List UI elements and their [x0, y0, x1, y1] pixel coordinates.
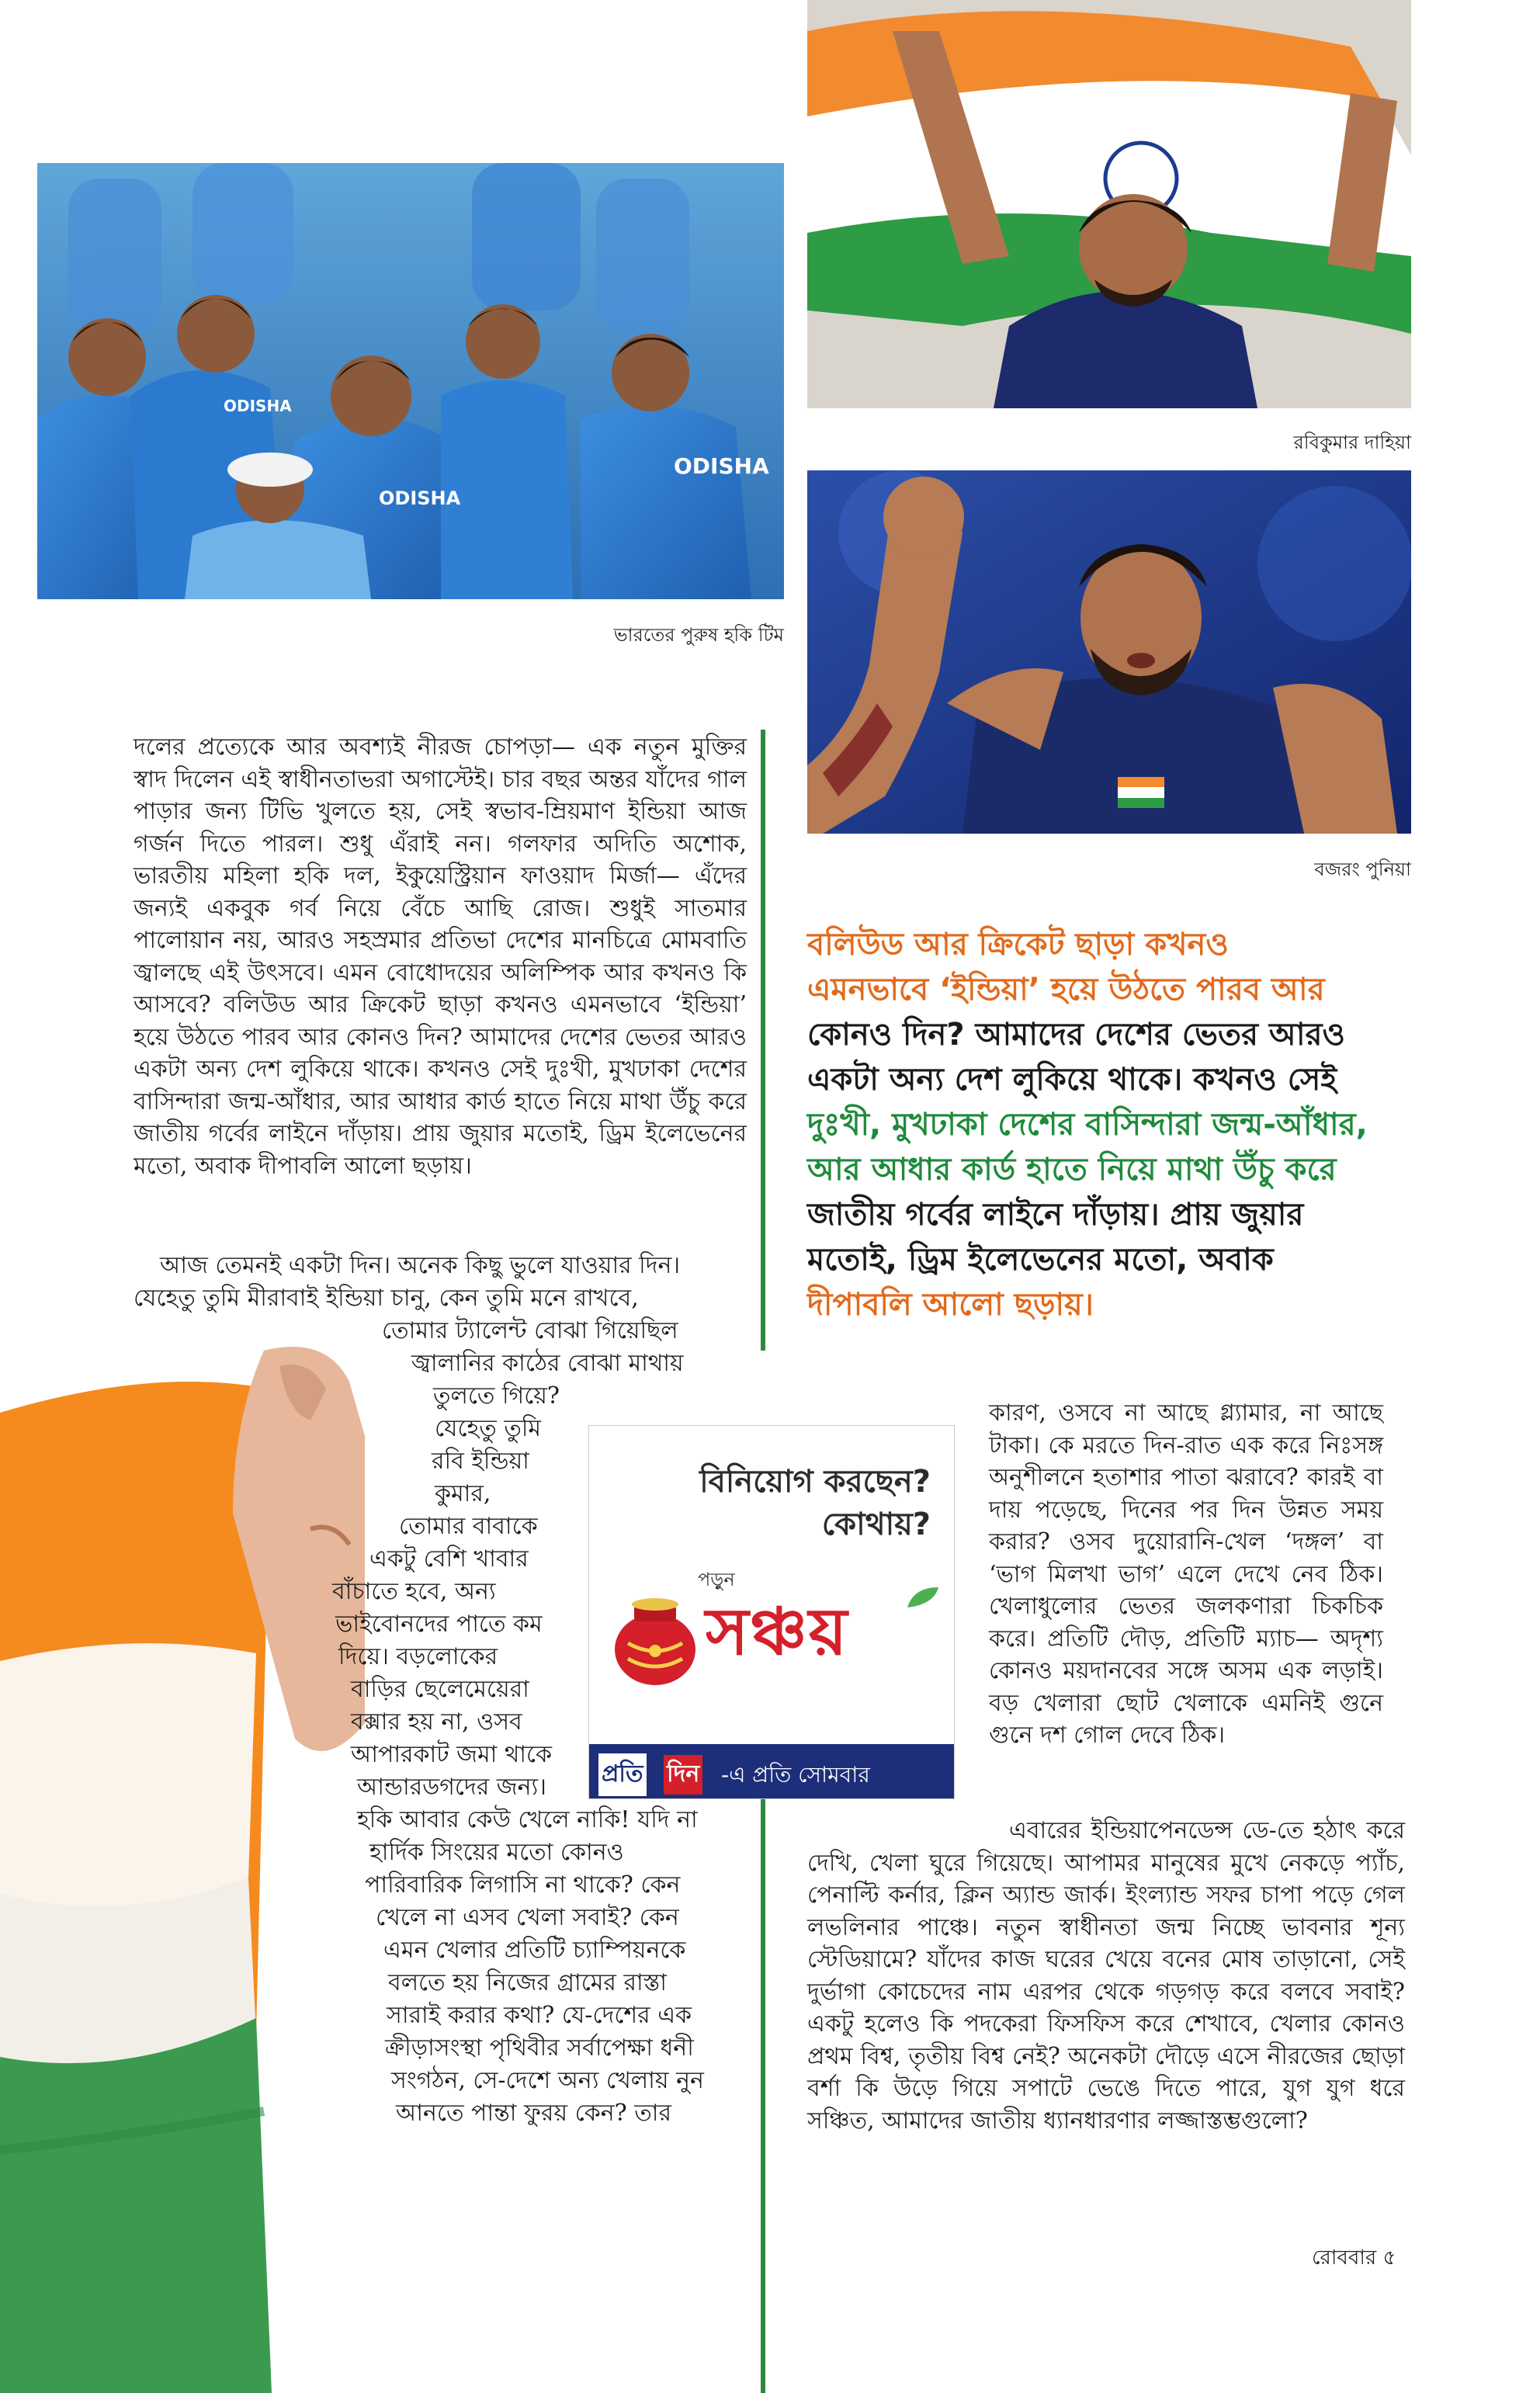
left-line-9: তোমার বাবাকে: [399, 1513, 538, 1540]
hockey-team-photo: [37, 163, 784, 599]
money-pot-icon: [605, 1589, 706, 1690]
ravi-kumar-photo: [807, 0, 1411, 408]
left-line-10: একটু বেশি খাবার: [369, 1545, 529, 1573]
left-line-26: সংগঠন, সে-দেশে অন্য খেলায় নুন: [391, 2067, 704, 2094]
pull-quote-line-2: এমনভাবে ‘ইন্ডিয়া’ হয়ে উঠতে পারব আর: [807, 972, 1325, 1007]
left-line-13: দিয়ে। বড়লোকের: [338, 1643, 498, 1670]
pull-quote-line-3: কোনও দিন? আমাদের দেশের ভেতর আরও: [807, 1017, 1345, 1053]
pull-quote-line-6: আর আধার কার্ড হাতে নিয়ে মাথা উঁচু করে: [807, 1152, 1337, 1188]
right-para2-text: এবারের ইন্ডিয়াপেনডেন্স ডে-তে হঠাৎ করে দেখি, খেলা ঘুরে গিয়েছে। আপামর মানুষের মুখে নেকড়ে প্যাঁচ, পেনাল্টি কর্নার, ক্লিন অ্যান্ড জার্ক। ইংল্যান্ড সফর চাপা পড়ে গেল লভলিনার পাঞ্চে। নতুন স্বাধীনতা জন্ম নিচ্ছে ভাবনার শূন্য স্টেডিয়ামে? যাঁদের কাজ ঘরের খেয়ে বনের মোষ তাড়ানো, সেই দুর্ভাগা কোচেদের নাম এরপর থেকে গড়গড় করে বলবে সবাই? একটু হলেও কি পদকেরা ফিসফিস করে শেখাবে, খেলার কোনও প্রথম বিশ্ব, তৃতীয় বিশ্ব নেই? অনেকটা দৌড়ে এসে নীরজের ছোড়া বর্শা কি উড়ে গিয়ে সপাটে ভেঙে দিতে পারে, যুগ যুগ ধরে সঞ্চিত, আমাদের জাতীয় ধ্যানধারণার লজ্জাস্তম্ভগুলো?: [807, 1817, 1405, 2135]
pull-quote-line-9: দীপাবলি আলো ছড়ায়।: [807, 1287, 1094, 1323]
left-line-18: হকি আবার কেউ খেলে নাকি! যদি না: [357, 1806, 698, 1833]
svg-text:ODISHA: ODISHA: [379, 487, 461, 509]
left-line-1: আজ তেমনই একটা দিন। অনেক কিছু ভুলে যাওয়ার দিন।: [160, 1252, 681, 1279]
ad-headline-2: কোথায়?: [821, 1507, 931, 1542]
ad-brand-name: সঞ্চয়: [706, 1594, 849, 1670]
ravi-photo-caption: রবিকুমার দাহিয়া: [1293, 432, 1411, 453]
leaf-icon: [906, 1586, 940, 1609]
left-line-11: বাঁচাতে হবে, অন্য: [332, 1578, 496, 1605]
left-line-25: ক্রীড়াসংস্থা পৃথিবীর সর্বাপেক্ষা ধনী: [385, 2034, 694, 2062]
pull-quote-line-1: বলিউড আর ক্রিকেট ছাড়া কখনও: [807, 927, 1229, 962]
left-line-2: যেহেতু তুমি মীরাবাই ইন্ডিয়া চানু, কেন তুমি মনে রাখবে,: [134, 1285, 639, 1312]
left-line-20: পারিবারিক লিগাসি না থাকে? কেন: [365, 1871, 681, 1899]
hockey-team-illustration: [37, 163, 784, 599]
right-column-para1: [989, 1397, 1383, 1752]
left-line-24: সারাই করার কথা? যে-দেশের এক: [387, 2002, 692, 2029]
pull-quote-line-5: দুঃখী, মুখঢাকা দেশের বাসিন্দারা জন্ম-আঁধার,: [807, 1107, 1368, 1143]
page-folio: রোববার ৫: [1312, 2246, 1396, 2270]
right-para1-text: কারণ, ওসবে না আছে গ্ল্যামার, না আছে টাকা। কে মরতে দিন-রাত এক করে নিঃসঙ্গ অনুশীলনে হতাশার পাতা ঝরাবে? কারই বা দায় পড়েছে, দিনের পর দিন উন্নত সময় করার? ওসব দুয়োরানি-খেল ‘দঙ্গল’ বা ‘ভাগ মিলখা ভাগ’ এলে দেখে নেব ঠিক। খেলাধুলোর ভেতর জলকণারা চিকচিক করে। প্রতিটি দৌড়, প্রতিটি ম্যাচ— অদৃশ্য কোনও ময়দানবের সঙ্গে অসম এক লড়াই। বড় খেলারা ছোট খেলাকে এমনিই গুনে গুনে দশ গোল দেবে ঠিক।: [989, 1399, 1383, 1749]
hockey-photo-caption: ভারতের পুরুষ হকি টিম: [613, 624, 784, 646]
pull-quote-line-8: মতোই, ড্রিম ইলেভেনের মতো, অবাক: [807, 1242, 1274, 1278]
left-line-7: রবি ইন্ডিয়া: [432, 1448, 529, 1475]
svg-text:ODISHA: ODISHA: [674, 453, 769, 479]
right-column-para2: [807, 1815, 1405, 2137]
left-line-21: খেলে না এসব খেলা সবাই? কেন: [376, 1904, 679, 1931]
column-divider-rule: [761, 730, 765, 1351]
bajrang-photo-caption: বজরং পুনিয়া: [1314, 858, 1411, 880]
ad-headline-1: বিনিয়োগ করছেন?: [699, 1464, 931, 1500]
pull-quote-line-7: জাতীয় গর্বের লাইনে দাঁড়ায়। প্রায় জুয়ার: [807, 1197, 1304, 1233]
left-line-16: আপারকাট জমা থাকে: [351, 1741, 553, 1768]
sanchay-advertisement[interactable]: [588, 1425, 955, 1799]
bajrang-punia-photo: [807, 470, 1411, 834]
left-line-5: তুলতে গিয়ে?: [433, 1382, 560, 1410]
pull-quote-line-4: একটা অন্য দেশ লুকিয়ে থাকে। কখনও সেই: [807, 1062, 1337, 1098]
ad-tagline: -এ প্রতি সোমবার: [721, 1762, 870, 1788]
ad-paper-bar: [589, 1744, 954, 1798]
left-line-23: বলতে হয় নিজের গ্রামের রাস্তা: [388, 1969, 667, 1996]
left-line-8: কুমার,: [435, 1480, 491, 1507]
left-column-para1: [134, 731, 747, 1182]
ad-paper-name-1: প্রতি: [598, 1753, 647, 1796]
ad-read-label: পড়ুন: [698, 1569, 735, 1590]
wrestler-celebrating-illustration: [807, 470, 1411, 834]
left-line-19: হার্দিক সিংয়ের মতো কোনও: [369, 1839, 624, 1866]
column-divider-rule-lower: [761, 1785, 765, 2393]
left-line-22: এমন খেলার প্রতিটি চ্যাম্পিয়নকে: [383, 1937, 686, 1964]
left-line-14: বাড়ির ছেলেমেয়েরা: [351, 1676, 529, 1703]
svg-text:ODISHA: ODISHA: [224, 397, 292, 415]
left-line-15: বক্সার হয় না, ওসব: [351, 1708, 522, 1736]
left-line-4: জ্বালানির কাঠের বোঝা মাথায়: [411, 1350, 684, 1377]
flag-photo: [0, 1335, 365, 2393]
left-line-3: তোমার ট্যালেন্ট বোঝা গিয়েছিল: [382, 1317, 678, 1344]
indian-flag-held-illustration: [0, 1335, 365, 2393]
left-line-6: যেহেতু তুমি: [435, 1415, 542, 1442]
wrestler-with-flag-illustration: [807, 0, 1411, 408]
left-line-27: আনতে পান্তা ফুরয় কেন? তার: [396, 2100, 672, 2127]
left-para1-text: দলের প্রত্যেকে আর অবশ্যই নীরজ চোপড়া— এক নতুন মুক্তির স্বাদ দিলেন এই স্বাধীনতাভরা অগাস্টেই। চার বছর অন্তর যাঁদের গাল পাড়ার জন্য টিভি খুলতে হয়, সেই স্বভাব-ম্রিয়মাণ ইন্ডিয়া আজ গর্জন দিতে পারল। শুধু এঁরাই নন। গলফার অদিতি অশোক, ভারতীয় মহিলা হকি দল, ইকুয়েস্ট্রিয়ান ফাওয়াদ মির্জা— এঁদের জন্যই একবুক গর্ব নিয়ে বেঁচে আছি রোজ। শুধুই সাতমার পালোয়ান নয়, আরও সহস্রমার প্রতিভা দেশের মানচিত্রে মোমবাতি জ্বালছে এই উৎসবে। এমন বোধোদয়ের অলিম্পিক আর কখনও কি আসবে? বলিউড আর ক্রিকেট ছাড়া কখনও এমনভাবে ‘ইন্ডিয়া’ হয়ে উঠতে পারব আর কোনও দিন? আমাদের দেশের ভেতর আরও একটা অন্য দেশ লুকিয়ে থাকে। কখনও সেই দুঃখী, মুখঢাকা দেশের বাসিন্দারা জন্ম-আঁধার, আর আধার কার্ড হাতে নিয়ে মাথা উঁচু করে জাতীয় গর্বের লাইনে দাঁড়ায়। প্রায় জুয়ার মতোই, ড্রিম ইলেভেনের মতো, অবাক দীপাবলি আলো ছড়ায়।: [134, 734, 747, 1180]
left-line-12: ভাইবোনদের পাতে কম: [335, 1611, 543, 1638]
left-line-17: আন্ডারডগদের জন্য।: [357, 1774, 546, 1801]
ad-paper-name-2: দিন: [664, 1755, 702, 1795]
